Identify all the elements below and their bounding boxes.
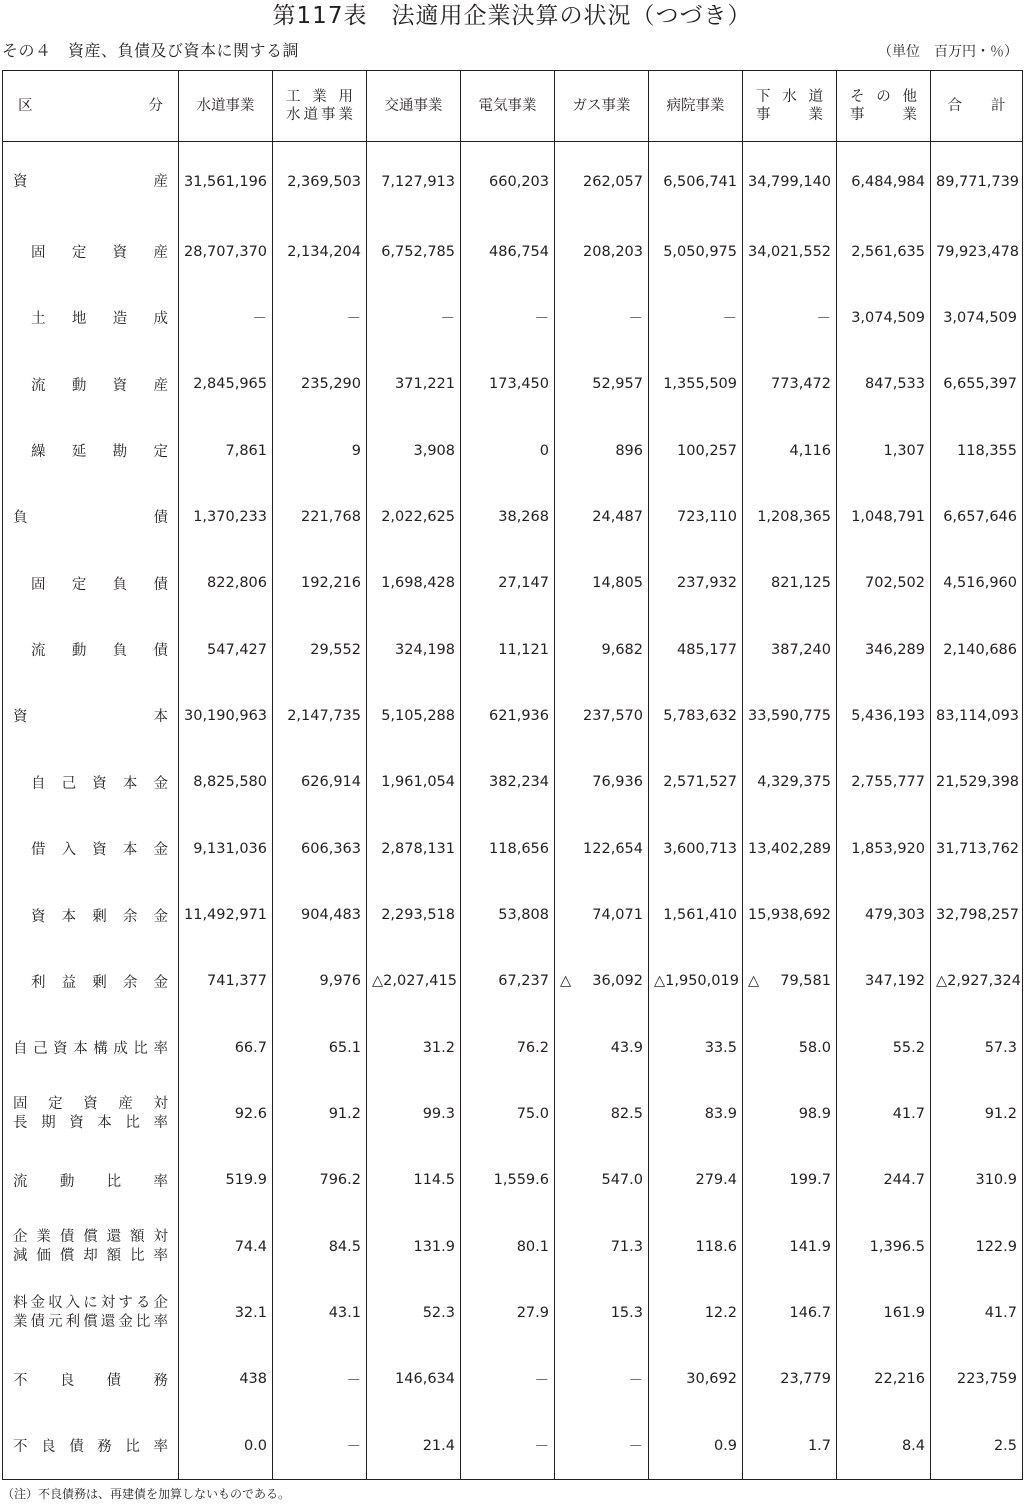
table-cell: 244.7 (837, 1147, 931, 1213)
table-cell: 43.1 (273, 1280, 367, 1346)
table-cell: 65.1 (273, 1015, 367, 1081)
column-header (931, 71, 1023, 142)
table-cell: 118,355 (931, 417, 1023, 483)
table-cell: 371,221 (367, 351, 461, 417)
header-text: 分 (148, 98, 163, 114)
table-cell: 5,783,632 (649, 683, 743, 749)
table-cell: 67,237 (461, 948, 555, 1014)
row-label (3, 1214, 179, 1280)
table-cell: 346,289 (837, 616, 931, 682)
table-cell: 2,369,503 (273, 142, 367, 219)
row-label (3, 683, 179, 749)
table-cell: 5,436,193 (837, 683, 931, 749)
table-cell: 387,240 (743, 616, 837, 682)
table-cell: 74,071 (555, 882, 649, 948)
row-label (3, 484, 179, 550)
table-cell: 146.7 (743, 1280, 837, 1346)
table-cell: 79,923,478 (931, 218, 1023, 284)
table-cell: 76.2 (461, 1015, 555, 1081)
table-cell: 82.5 (555, 1081, 649, 1147)
table-cell: 2.5 (931, 1413, 1023, 1480)
header-row (3, 71, 1023, 142)
header-text-wrap (8, 97, 173, 115)
negative-triangle-icon: △ (748, 973, 760, 990)
table-cell: 3,074,509 (931, 285, 1023, 351)
header-line: 事 業 (756, 107, 823, 123)
table-cell: 118,656 (461, 815, 555, 881)
table-cell: 83.9 (649, 1081, 743, 1147)
table-cell: 76,936 (555, 749, 649, 815)
table-cell: 2,561,635 (837, 218, 931, 284)
table-cell: 22,216 (837, 1346, 931, 1412)
table-cell: 626,914 (273, 749, 367, 815)
header-line: 交通事業 (384, 98, 443, 114)
table-cell: 547.0 (555, 1147, 649, 1213)
table-cell: 904,483 (273, 882, 367, 948)
table-cell: 99.3 (367, 1081, 461, 1147)
table-cell: 2,755,777 (837, 749, 931, 815)
column-header (367, 71, 461, 142)
table-cell: 57.3 (931, 1015, 1023, 1081)
table-cell: 741,377 (179, 948, 273, 1014)
table-cell: 3,074,509 (837, 285, 931, 351)
table-cell: 896 (555, 417, 649, 483)
table-cell: 0 (461, 417, 555, 483)
header-line: 下 水 道 (756, 89, 823, 105)
row-label-text: 流動負債 (31, 643, 168, 660)
table-row (3, 1015, 1023, 1081)
table-cell: 5,105,288 (367, 683, 461, 749)
table-cell: 606,363 (273, 815, 367, 881)
table-cell: 237,932 (649, 550, 743, 616)
table-cell: 262,057 (555, 142, 649, 219)
table-cell: 58.0 (743, 1015, 837, 1081)
table-cell: 1,561,410 (649, 882, 743, 948)
header-line: 電気事業 (478, 98, 537, 114)
table-row (3, 142, 1023, 219)
row-label-text: 流動資産 (31, 377, 168, 394)
table-cell: 52,957 (555, 351, 649, 417)
table-cell: － (461, 1346, 555, 1412)
table-cell: 237,570 (555, 683, 649, 749)
row-label (3, 616, 179, 682)
header-line: 事 業 (850, 107, 917, 123)
row-label-text: 長期資本比率 (13, 1115, 168, 1132)
table-cell: － (273, 1346, 367, 1412)
table-cell: 4,116 (743, 417, 837, 483)
header-line: 病院事業 (666, 98, 725, 114)
column-header-category (3, 71, 179, 142)
row-label (3, 218, 179, 284)
table-cell: 173,450 (461, 351, 555, 417)
table-cell: － (555, 285, 649, 351)
table-row (3, 882, 1023, 948)
table-cell: 11,492,971 (179, 882, 273, 948)
row-label-text: 自己資本構成比率 (13, 1041, 168, 1058)
table-cell: 2,571,527 (649, 749, 743, 815)
table-cell: 2,140,686 (931, 616, 1023, 682)
header-line: そ の 他 (850, 89, 917, 105)
table-cell: 33,590,775 (743, 683, 837, 749)
table-cell: 41.7 (837, 1081, 931, 1147)
row-label (3, 1346, 179, 1412)
header-line: 水道事業 (286, 107, 353, 123)
row-label (3, 1081, 179, 1147)
table-cell: 723,110 (649, 484, 743, 550)
column-header (837, 71, 931, 142)
table-cell: 486,754 (461, 218, 555, 284)
column-header (743, 71, 837, 142)
table-cell: 24,487 (555, 484, 649, 550)
table-cell: 2,022,625 (367, 484, 461, 550)
table-cell: 91.2 (273, 1081, 367, 1147)
table-row (3, 948, 1023, 1014)
row-label-text: 資産 (13, 173, 168, 190)
row-label-text: 企業債償還額対 (13, 1228, 168, 1245)
table-cell: 100,257 (649, 417, 743, 483)
table-cell: 55.2 (837, 1015, 931, 1081)
table-cell: 235,290 (273, 351, 367, 417)
table-cell: 8,825,580 (179, 749, 273, 815)
table-cell: 43.9 (555, 1015, 649, 1081)
negative-value (748, 973, 831, 989)
negative-value (560, 973, 643, 989)
table-cell: 27,147 (461, 550, 555, 616)
table-cell: 66.7 (179, 1015, 273, 1081)
column-header (649, 71, 743, 142)
row-label-text: 資本 (13, 709, 168, 726)
table-cell: 7,127,913 (367, 142, 461, 219)
table-cell: 53,808 (461, 882, 555, 948)
table-cell: 141.9 (743, 1214, 837, 1280)
table-row (3, 815, 1023, 881)
table-cell: 6,506,741 (649, 142, 743, 219)
row-label-text: 借入資本金 (31, 842, 168, 859)
table-cell: 71.3 (555, 1214, 649, 1280)
table-cell: 41.7 (931, 1280, 1023, 1346)
table-row (3, 683, 1023, 749)
table-cell: 3,908 (367, 417, 461, 483)
table-cell: 21.4 (367, 1413, 461, 1480)
table-row (3, 749, 1023, 815)
row-label (3, 882, 179, 948)
table-title: 第117表 法適用企業決算の状況（つづき） (272, 3, 752, 29)
table-cell: 29,552 (273, 616, 367, 682)
header-text: 区 (18, 98, 33, 114)
table-cell: 28,707,370 (179, 218, 273, 284)
row-label-text: 固定資産 (31, 245, 168, 262)
table-cell: 12.2 (649, 1280, 743, 1346)
value-text: 79,581 (780, 973, 831, 990)
header-line: 水道事業 (196, 98, 255, 114)
row-label (3, 285, 179, 351)
table-cell: 0.0 (179, 1413, 273, 1480)
table-cell: △1,950,019 (649, 948, 743, 1014)
row-label-text: 流動比率 (13, 1173, 168, 1190)
table-cell: 1,208,365 (743, 484, 837, 550)
table-cell: 92.6 (179, 1081, 273, 1147)
table-cell: 118.6 (649, 1214, 743, 1280)
row-label-text: 資本剰余金 (31, 908, 168, 925)
table-cell: 32,798,257 (931, 882, 1023, 948)
row-label (3, 351, 179, 417)
table-cell: 114.5 (367, 1147, 461, 1213)
unit-label: （単位 百万円・％） (878, 44, 1018, 60)
table-cell: 0.9 (649, 1413, 743, 1480)
table-cell: 208,203 (555, 218, 649, 284)
column-header (273, 71, 367, 142)
table-cell: 80.1 (461, 1214, 555, 1280)
table-row (3, 484, 1023, 550)
row-label-text: 料金収入に対する企 (13, 1295, 168, 1312)
row-label-text: 繰延勘定 (31, 444, 168, 461)
row-label (3, 749, 179, 815)
table-cell: 9,682 (555, 616, 649, 682)
table-cell: 21,529,398 (931, 749, 1023, 815)
table-cell: － (461, 1413, 555, 1480)
row-label-text: 減価償却額比率 (13, 1247, 168, 1264)
table-cell: 74.4 (179, 1214, 273, 1280)
table-cell: － (367, 285, 461, 351)
header-line: 工 業 用 (286, 89, 353, 105)
table-cell: 702,502 (837, 550, 931, 616)
table-cell: 1,355,509 (649, 351, 743, 417)
table-cell: 8.4 (837, 1413, 931, 1480)
table-cell: 15,938,692 (743, 882, 837, 948)
table-cell: － (743, 285, 837, 351)
row-label-text: 固定資産対 (13, 1096, 168, 1113)
table-cell: 324,198 (367, 616, 461, 682)
row-label (3, 1280, 179, 1346)
table-cell: 9 (273, 417, 367, 483)
table-cell: 2,293,518 (367, 882, 461, 948)
table-row (3, 417, 1023, 483)
table-cell: 547,427 (179, 616, 273, 682)
table-cell: 98.9 (743, 1081, 837, 1147)
table-cell: － (649, 285, 743, 351)
table-cell: 15.3 (555, 1280, 649, 1346)
table-row (3, 351, 1023, 417)
table-row (3, 1413, 1023, 1480)
table-cell: 30,692 (649, 1346, 743, 1412)
table-cell: 91.2 (931, 1081, 1023, 1147)
table-cell: 5,050,975 (649, 218, 743, 284)
table-cell: 7,861 (179, 417, 273, 483)
table-cell: 14,805 (555, 550, 649, 616)
table-cell: 122.9 (931, 1214, 1023, 1280)
table-cell: 1,307 (837, 417, 931, 483)
table-cell: 192,216 (273, 550, 367, 616)
footnote: （注）不良債務は、再建債を加算しないものである。 (2, 1487, 291, 1501)
table-cell: 131.9 (367, 1214, 461, 1280)
column-header (179, 71, 273, 142)
table-cell: 1.7 (743, 1413, 837, 1480)
table-cell: 4,516,960 (931, 550, 1023, 616)
table-cell: 821,125 (743, 550, 837, 616)
table-cell (743, 948, 837, 1014)
table-cell: 6,655,397 (931, 351, 1023, 417)
table-cell: △2,927,324 (931, 948, 1023, 1014)
table-cell: 34,021,552 (743, 218, 837, 284)
table-cell: 23,779 (743, 1346, 837, 1412)
table-cell: 122,654 (555, 815, 649, 881)
table-row (3, 1147, 1023, 1213)
table-row (3, 285, 1023, 351)
table-cell: 223,759 (931, 1346, 1023, 1412)
table-cell: 9,976 (273, 948, 367, 1014)
table-cell: 1,961,054 (367, 749, 461, 815)
table-cell: 519.9 (179, 1147, 273, 1213)
table-row (3, 1214, 1023, 1280)
table-cell: 89,771,739 (931, 142, 1023, 219)
row-label-text: 業債元利償還金比率 (13, 1314, 168, 1331)
table-cell: － (555, 1346, 649, 1412)
table-cell: 31,713,762 (931, 815, 1023, 881)
table-row (3, 1280, 1023, 1346)
table-cell: 31,561,196 (179, 142, 273, 219)
negative-triangle-icon: △ (560, 973, 572, 990)
table-subtitle: その４ 資産、負債及び資本に関する調 (2, 41, 300, 60)
table-cell: 221,768 (273, 484, 367, 550)
row-label-text: 固定負債 (31, 576, 168, 593)
table-cell: 660,203 (461, 142, 555, 219)
table-cell (555, 948, 649, 1014)
header-line: 合 計 (947, 98, 1006, 114)
row-label-text: 不良債務比率 (13, 1439, 168, 1456)
table-cell: 847,533 (837, 351, 931, 417)
row-label (3, 1147, 179, 1213)
row-label-text: 土地造成 (31, 311, 168, 328)
table-cell: 1,370,233 (179, 484, 273, 550)
row-label-text: 利益剰余金 (31, 974, 168, 991)
table-cell: 31.2 (367, 1015, 461, 1081)
table-cell: 9,131,036 (179, 815, 273, 881)
table-cell: 1,048,791 (837, 484, 931, 550)
table-cell: 1,853,920 (837, 815, 931, 881)
table-cell: 382,234 (461, 749, 555, 815)
table-cell: 27.9 (461, 1280, 555, 1346)
row-label (3, 417, 179, 483)
table-cell: 146,634 (367, 1346, 461, 1412)
table-cell: 2,878,131 (367, 815, 461, 881)
table-cell: 796.2 (273, 1147, 367, 1213)
table-cell: 479,303 (837, 882, 931, 948)
column-header (461, 71, 555, 142)
table-cell: 11,121 (461, 616, 555, 682)
table-cell: 6,484,984 (837, 142, 931, 219)
table-cell: 6,657,646 (931, 484, 1023, 550)
table-cell: 30,190,963 (179, 683, 273, 749)
table-cell: 84.5 (273, 1214, 367, 1280)
table-cell: 310.9 (931, 1147, 1023, 1213)
table-row (3, 616, 1023, 682)
financial-table (2, 70, 1023, 1480)
table-cell: 75.0 (461, 1081, 555, 1147)
table-cell: － (273, 1413, 367, 1480)
table-cell: 485,177 (649, 616, 743, 682)
table-cell: 1,698,428 (367, 550, 461, 616)
value-text: 36,092 (592, 973, 643, 990)
row-label-text: 不良債務 (13, 1372, 168, 1389)
table-cell: 1,559.6 (461, 1147, 555, 1213)
table-cell: 6,752,785 (367, 218, 461, 284)
table-row (3, 1346, 1023, 1412)
table-row (3, 218, 1023, 284)
table-cell: 438 (179, 1346, 273, 1412)
table-cell: 161.9 (837, 1280, 931, 1346)
table-cell: 773,472 (743, 351, 837, 417)
table-cell: 33.5 (649, 1015, 743, 1081)
table-cell: － (179, 285, 273, 351)
table-cell: △2,027,415 (367, 948, 461, 1014)
table-cell: 32.1 (179, 1280, 273, 1346)
row-label-text: 自己資本金 (31, 775, 168, 792)
table-cell: 3,600,713 (649, 815, 743, 881)
table-cell: 822,806 (179, 550, 273, 616)
table-row (3, 550, 1023, 616)
table-row (3, 1081, 1023, 1147)
table-cell: 2,134,204 (273, 218, 367, 284)
table-cell: 279.4 (649, 1147, 743, 1213)
table-cell: － (273, 285, 367, 351)
table-cell: 347,192 (837, 948, 931, 1014)
row-label (3, 142, 179, 219)
table-body (3, 142, 1023, 1480)
table-cell: － (555, 1413, 649, 1480)
table-cell: 2,845,965 (179, 351, 273, 417)
table-cell: 1,396.5 (837, 1214, 931, 1280)
table-cell: 2,147,735 (273, 683, 367, 749)
table-cell: 13,402,289 (743, 815, 837, 881)
row-label (3, 1015, 179, 1081)
row-label (3, 550, 179, 616)
column-header (555, 71, 649, 142)
row-label-text: 負債 (13, 510, 168, 527)
table-cell: 199.7 (743, 1147, 837, 1213)
table-cell: － (461, 285, 555, 351)
table-cell: 83,114,093 (931, 683, 1023, 749)
table-cell: 34,799,140 (743, 142, 837, 219)
table-cell: 4,329,375 (743, 749, 837, 815)
header-line: ガス事業 (572, 98, 631, 114)
table-cell: 52.3 (367, 1280, 461, 1346)
table-cell: 38,268 (461, 484, 555, 550)
row-label (3, 1413, 179, 1480)
row-label (3, 815, 179, 881)
row-label (3, 948, 179, 1014)
table-cell: 621,936 (461, 683, 555, 749)
